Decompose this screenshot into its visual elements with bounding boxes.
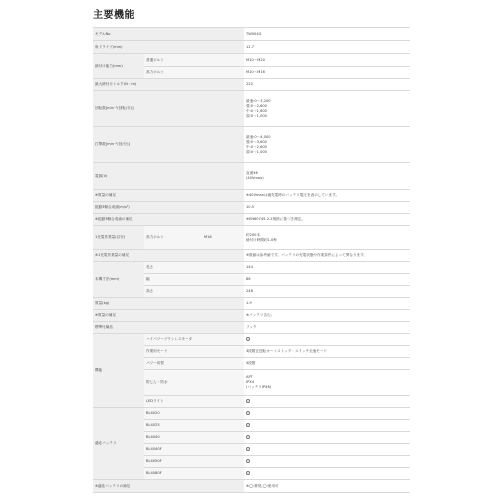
row-sublabel: [144, 163, 244, 190]
row-value: TW004G: [244, 28, 410, 41]
spec-row: [93, 202, 410, 214]
row-sublabel: 幅: [144, 274, 202, 286]
row-label: ※適応バッテリの補足: [93, 480, 144, 493]
row-sublabel: [144, 202, 244, 214]
row-label: 回転数[min⁻¹(回転/分)]: [93, 91, 144, 127]
row-label: 電源(V): [93, 163, 144, 190]
spec-row: [93, 190, 410, 202]
row-value: [244, 432, 410, 444]
spec-row: [93, 127, 410, 163]
row-label: ※1充電作業量の補足: [93, 250, 144, 262]
row-label: 締付け能力(mm): [93, 54, 144, 79]
row-value: [244, 408, 410, 420]
row-sublabel-2: [202, 334, 244, 346]
row-sublabel: [144, 127, 244, 163]
spec-row: [93, 163, 410, 190]
row-sublabel: [144, 322, 244, 334]
row-value: [244, 420, 410, 432]
row-value: 220: [244, 79, 410, 91]
row-label: 角ドライブ(mm): [93, 41, 144, 54]
row-sublabel: BL4040F: [144, 444, 202, 456]
value-line: (バッテリIPX6): [246, 385, 272, 389]
row-value: 3段階正逆転オートストップ・スイッチ全速モード: [244, 346, 410, 358]
row-value: 1.9: [244, 298, 410, 310]
row-sublabel: BL4020: [144, 408, 202, 420]
row-sublabel: 普通ボルト: [144, 54, 202, 67]
row-value: [244, 91, 410, 127]
value-line: 中:0〜2,600: [246, 144, 267, 149]
circle-icon: [246, 399, 250, 403]
value-line: 最速:0〜3,200: [246, 98, 271, 103]
row-value: [244, 127, 410, 163]
row-value: [244, 334, 410, 346]
row-sublabel-2: [202, 444, 244, 456]
row-value: ※EN60745-2-2規格に基づき測定。: [244, 214, 410, 226]
row-sublabel: [144, 41, 244, 54]
row-value: [244, 396, 410, 408]
circle-icon: [246, 411, 250, 415]
value-line: 約200本: [246, 232, 261, 237]
circle-icon: [246, 459, 250, 463]
value-line: IPX4: [246, 380, 254, 384]
row-label: 本機寸法(mm): [93, 262, 144, 298]
row-label: ※質量の補足: [93, 190, 144, 202]
row-sublabel: パワー切替: [144, 358, 202, 370]
row-value: ※数値は参考値です。バッテリの充電状態や作業条件によって異なります。: [244, 250, 410, 262]
row-label: 適応バッテリ: [93, 408, 144, 480]
value-line: 最速:0〜4,000: [246, 134, 271, 139]
row-sublabel-2: [202, 396, 244, 408]
value-line: 強:0〜2,600: [246, 103, 267, 108]
value-line: (40Vmax): [246, 176, 264, 180]
value-line: 弱:0〜1,000: [246, 149, 267, 154]
spec-table: [93, 27, 410, 493]
row-sublabel-2: [202, 432, 244, 444]
row-value: M10〜M20: [244, 54, 410, 67]
row-label: 機能: [93, 334, 144, 408]
row-sublabel-2: [202, 456, 244, 468]
row-sublabel-2: [202, 408, 244, 420]
spec-row: [93, 334, 410, 346]
row-sublabel: 作業用モード: [144, 346, 202, 358]
circle-icon: [246, 435, 250, 439]
value-line: 直流36: [246, 171, 258, 175]
row-value: [244, 370, 410, 396]
spec-row: [93, 408, 410, 420]
row-sublabel: BL4050F: [144, 456, 202, 468]
value-line: 締付け時間約1.0秒: [246, 237, 277, 242]
row-label: 質量(kg): [93, 298, 144, 310]
row-sublabel: [144, 79, 244, 91]
spec-row: [93, 226, 410, 250]
spec-row: [93, 480, 410, 493]
row-sublabel-2: [202, 420, 244, 432]
circle-icon: [246, 447, 250, 451]
row-value: 86: [244, 274, 410, 286]
row-sublabel: 高さ: [144, 286, 202, 298]
spec-row: [93, 79, 410, 91]
row-sublabel: [144, 310, 244, 322]
row-label: 振動3軸合成値(m/s²): [93, 202, 144, 214]
row-value: 4段階: [244, 358, 410, 370]
spec-row: [93, 54, 410, 67]
row-value: [244, 468, 410, 480]
row-sublabel-2: [202, 262, 244, 274]
value-line: APT: [246, 375, 253, 379]
circle-icon: [246, 423, 250, 427]
row-sublabel: [144, 28, 244, 41]
row-sublabel-2: M16: [202, 226, 244, 250]
row-sublabel: LEDライト: [144, 396, 202, 408]
row-sublabel: [144, 480, 244, 493]
row-label: モデルNo: [93, 28, 144, 41]
value-line: 中:0〜1,600: [246, 108, 267, 113]
row-label: ※質量の補足: [93, 310, 144, 322]
row-sublabel-2: [202, 358, 244, 370]
spec-row: [93, 310, 410, 322]
spec-row: [93, 298, 410, 310]
row-sublabel: 長さ: [144, 262, 202, 274]
row-value: [244, 444, 410, 456]
row-sublabel-2: [202, 370, 244, 396]
spec-row: [93, 41, 410, 54]
row-sublabel-2: [202, 274, 244, 286]
row-sublabel-2: [202, 67, 244, 79]
row-sublabel: 高力ボルト: [144, 226, 202, 250]
spec-row: [93, 28, 410, 41]
row-value: 144: [244, 262, 410, 274]
row-sublabel: [144, 214, 244, 226]
row-sublabel-2: [202, 54, 244, 67]
row-value: ※40Vmaxは満充電時のバッテリ電圧を表示しています。: [244, 190, 410, 202]
row-sublabel-2: [202, 468, 244, 480]
circle-icon: [246, 337, 250, 341]
value-line: 弱:0〜1,000: [246, 113, 267, 118]
row-label: 最大締付けトルク(N・m): [93, 79, 144, 91]
row-label: 標準付属品: [93, 322, 144, 334]
row-value: [244, 163, 410, 190]
row-value: 10.5: [244, 202, 410, 214]
circle-icon: [246, 471, 250, 475]
spec-row: [93, 250, 410, 262]
spec-row: [93, 322, 410, 334]
row-value: 248: [244, 286, 410, 298]
row-sublabel-2: [202, 286, 244, 298]
row-sublabel: [144, 91, 244, 127]
row-label: 1充電作業量(目安): [93, 226, 144, 250]
row-value: ※◯:推奨,◯:使用可: [244, 480, 410, 493]
row-value: 12.7: [244, 41, 410, 54]
row-sublabel: 防じん・防水: [144, 370, 202, 396]
row-value: M10〜M16: [244, 67, 410, 79]
page-title: 主要機能: [93, 10, 135, 21]
row-value: [244, 456, 410, 468]
row-sublabel-2: [202, 346, 244, 358]
row-sublabel: BL4025: [144, 420, 202, 432]
row-sublabel: [144, 190, 244, 202]
row-value: [244, 226, 410, 250]
row-sublabel: ハイパワーブラシレスモータ: [144, 334, 202, 346]
row-sublabel: BL4040: [144, 432, 202, 444]
value-line: 強:0〜3,600: [246, 139, 267, 144]
spec-row: [93, 91, 410, 127]
spec-row: [93, 214, 410, 226]
row-sublabel: [144, 298, 244, 310]
row-label: ※振動3軸合成値の補足: [93, 214, 144, 226]
row-sublabel: BL4080F: [144, 468, 202, 480]
row-label: 打撃数[min⁻¹(回/分)]: [93, 127, 144, 163]
row-value: フック: [244, 322, 410, 334]
row-value: ※バッテリ含む。: [244, 310, 410, 322]
row-sublabel: 高力ボルト: [144, 67, 202, 79]
spec-row: [93, 262, 410, 274]
row-sublabel: [144, 250, 244, 262]
